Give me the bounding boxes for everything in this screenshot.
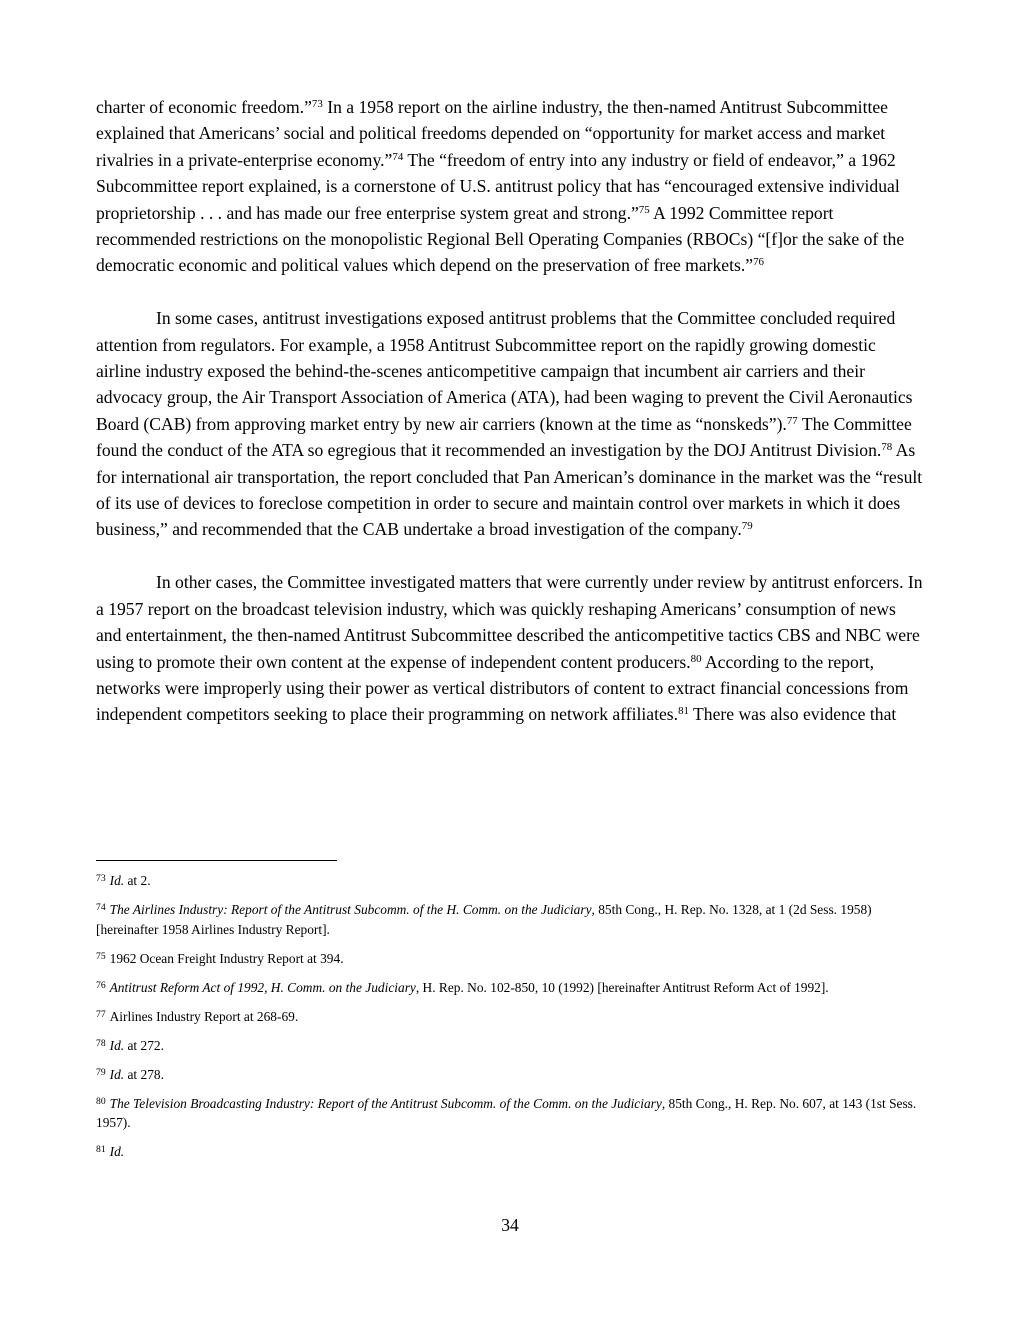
italic-citation: Antitrust Reform Act of 1992, H. Comm. on the Judiciary [109, 979, 416, 995]
footnote [96, 949, 926, 969]
footnote-number: 76 [96, 979, 106, 991]
footnote-reference: 73 [311, 98, 323, 110]
footnote-reference: 74 [392, 150, 404, 163]
paragraph [96, 569, 924, 727]
text-run: at 2. [124, 873, 151, 888]
text-run: There was also evidence that [688, 704, 897, 725]
footnote-reference: 80 [690, 652, 702, 665]
text-run: Airlines Industry Report at 268-69. [109, 1008, 299, 1024]
text-run: 1962 Ocean Freight Industry Report at 394. [109, 950, 344, 966]
footnote [96, 1065, 926, 1085]
italic-citation: Id. [109, 1066, 125, 1082]
text-run: at 278. [124, 1066, 164, 1082]
italic-citation: Id. [109, 1037, 125, 1053]
footnote [96, 1142, 926, 1162]
text-run: The “freedom of entry into any industry or field of endeavor,” a 1962 Subcommittee report explained, is a cornerstone of U.S. antitrust policy that has “encouraged extensive individual proprietorship . . . and has made our free enterprise system great and strong.” [96, 149, 900, 223]
footnote-number: 79 [96, 1066, 106, 1078]
footnote-number: 77 [96, 1008, 106, 1020]
footnote [96, 978, 926, 998]
paragraph [96, 94, 924, 279]
text-run: , 85th Cong., H. Rep. No. 607, at 143 (1st Sess. 1957). [96, 1095, 917, 1130]
text-run: As for international air transportation, the report concluded that Pan American’s dominance in the market was the “result of its use of devices to foreclose competition in order to secure and maintain control over markets in which it does business,” and recommended that the CAB undertake a broad investigation of the company. [96, 440, 923, 540]
footnote-reference: 76 [753, 256, 764, 269]
footnote-number: 80 [96, 1095, 106, 1107]
footnote-reference: 81 [678, 705, 689, 718]
text-run: , H. Rep. No. 102-850, 10 (1992) [hereinafter Antitrust Reform Act of 1992]. [415, 979, 829, 995]
footnote [96, 1036, 926, 1056]
italic-citation: Id. [109, 873, 125, 888]
text-run: In a 1958 report on the airline industry, the then-named Antitrust Subcommittee explained that Americans’ social and political freedoms depended on “opportunity for market access and market rivalries in a private-enterprise economy.” [96, 97, 888, 170]
footnote-number: 81 [96, 1144, 106, 1156]
footnote [96, 871, 926, 891]
footnotes [96, 871, 926, 1171]
footnote [96, 1007, 926, 1027]
footnote-separator [96, 860, 337, 861]
footnote-number: 78 [96, 1037, 106, 1049]
footnote [96, 1094, 926, 1133]
footnote-reference: 77 [786, 414, 798, 427]
italic-citation: The Television Broadcasting Industry: Report of the Antitrust Subcomm. of the Comm. on the Judiciary [109, 1095, 662, 1111]
footnote-reference: 75 [638, 203, 650, 216]
italic-citation: The Airlines Industry: Report of the Antitrust Subcomm. of the H. Comm. on the Judiciary [109, 902, 592, 917]
page-number: 34 [501, 1215, 519, 1235]
footnote-number: 73 [96, 873, 106, 885]
text-run: , 85th Cong., H. Rep. No. 1328, at 1 (2d Sess. 1958) [hereinafter 1958 Airlines Industry Report]. [96, 902, 872, 937]
italic-citation: Id. [109, 1144, 125, 1159]
text-run: According to the report, networks were improperly using their power as vertical distributors of content to extract financial concessions from independent competitors seeking to place their programming on network affiliates. [96, 651, 909, 725]
footnote [96, 900, 926, 939]
footnote-number: 74 [96, 902, 106, 914]
text-run: The Committee found the conduct of the ATA so egregious that it recommended an investigation by the DOJ Antitrust Division. [96, 413, 912, 461]
body-text [96, 94, 924, 728]
text-run: at 272. [124, 1037, 164, 1053]
paragraph [96, 305, 924, 543]
text-run: In some cases, antitrust investigations exposed antitrust problems that the Committee concluded required attention from regulators. For example, a 1958 Antitrust Subcommittee report on the rapidly growing domestic airline industry exposed the behind-the-scenes anticompetitive campaign that incumbent air carriers and their advocacy group, the Air Transport Association of America (ATA), had been waging to prevent the Civil Aeronautics Board (CAB) from approving market entry by new air carriers (known at the time as “nonskeds”). [96, 308, 913, 434]
text-run: In other cases, the Committee investigated matters that were currently under review by antitrust enforcers. In a 1957 report on the broadcast television industry, which was quickly reshaping Americans’ consumption of news and entertainment, the then-named Antitrust Subcommittee described the anticompetitive tactics CBS and NBC were using to promote their own content at the expense of independent content producers. [96, 572, 923, 672]
footnote-reference: 79 [741, 520, 753, 533]
footnote-number: 75 [96, 950, 106, 962]
footnote-reference: 78 [881, 441, 893, 454]
text-run: A 1992 Committee report recommended restrictions on the monopolistic Regional Bell Operating Companies (RBOCs) “[f]or the sake of the democratic economic and political values which depend on the preservation of free markets.” [96, 202, 905, 276]
text-run: charter of economic freedom.” [96, 97, 312, 117]
